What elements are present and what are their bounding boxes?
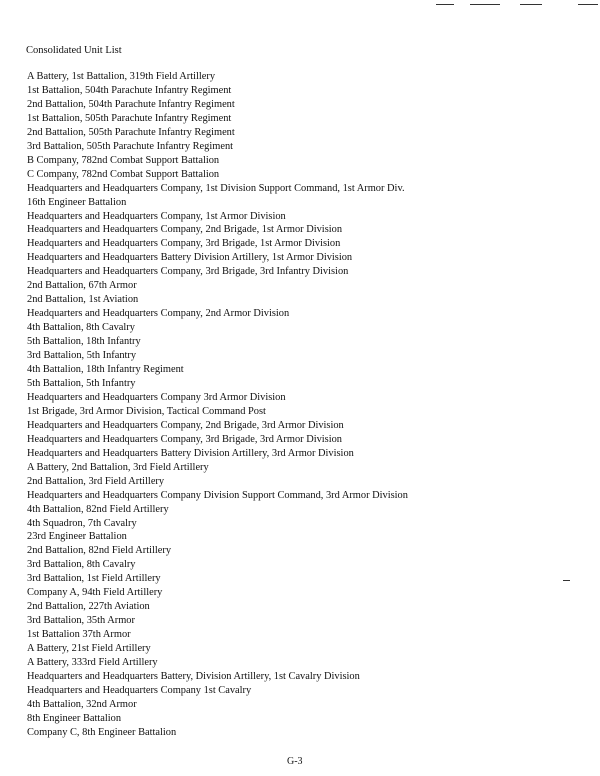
- unit-list-item: Headquarters and Headquarters Battery Division Artillery, 3rd Armor Division: [27, 447, 354, 459]
- unit-list-item: 1st Brigade, 3rd Armor Division, Tactical Command Post: [27, 405, 266, 417]
- unit-list-item: Headquarters and Headquarters Company, 2nd Brigade, 1st Armor Division: [27, 224, 343, 236]
- unit-list-item: 1st Battalion 37th Armor: [27, 629, 131, 641]
- unit-list-item: 8th Engineer Battalion: [27, 712, 122, 724]
- unit-list-item: Headquarters and Headquarters Company, 1st Armor Division: [27, 210, 286, 222]
- scan-mark: [520, 4, 542, 5]
- unit-list: [27, 70, 408, 740]
- scan-mark: [578, 4, 598, 5]
- unit-list-item: Headquarters and Headquarters Company 1st Cavalry: [27, 684, 252, 696]
- unit-list-item: 3rd Battalion, 5th Infantry: [27, 350, 137, 362]
- unit-list-item: Headquarters and Headquarters Company, 3rd Brigade, 3rd Armor Division: [27, 433, 343, 445]
- unit-list-item: Headquarters and Headquarters Battery Division Artillery, 1st Armor Division: [27, 252, 353, 264]
- unit-list-item: 2nd Battalion, 1st Aviation: [27, 294, 139, 306]
- unit-list-item: 16th Engineer Battalion: [27, 196, 127, 208]
- unit-list-item: A Battery, 1st Battalion, 319th Field Artillery: [27, 71, 216, 82]
- unit-list-item: 4th Squadron, 7th Cavalry: [27, 517, 137, 529]
- unit-list-item: Headquarters and Headquarters Company 3rd Armor Division: [27, 391, 286, 403]
- unit-list-item: 1st Battalion, 505th Parachute Infantry Regiment: [27, 112, 232, 124]
- unit-list-item: 4th Battalion, 82nd Field Artillery: [27, 503, 169, 515]
- unit-list-item: Headquarters and Headquarters Company, 3rd Brigade, 1st Armor Division: [27, 238, 341, 250]
- unit-list-item: 2nd Battalion, 227th Aviation: [27, 601, 150, 613]
- unit-list-item: 4th Battalion, 32nd Armor: [27, 698, 137, 710]
- unit-list-item: A Battery, 21st Field Artillery: [27, 643, 151, 655]
- unit-list-item: A Battery, 2nd Battalion, 3rd Field Artillery: [27, 461, 209, 473]
- unit-list-item: Headquarters and Headquarters Battery, Division Artillery, 1st Cavalry Division: [27, 670, 360, 682]
- unit-list-item: Headquarters and Headquarters Company Division Support Command, 3rd Armor Division: [27, 489, 408, 501]
- unit-list-item: 5th Battalion, 18th Infantry: [27, 336, 141, 348]
- unit-list-item: Headquarters and Headquarters Company, 2nd Armor Division: [27, 308, 290, 320]
- scan-mark: [563, 580, 570, 581]
- unit-list-item: 1st Battalion, 504th Parachute Infantry Regiment: [27, 84, 232, 96]
- unit-list-item: 3rd Battalion, 505th Parachute Infantry Regiment: [27, 140, 234, 152]
- unit-list-item: 2nd Battalion, 67th Armor: [27, 280, 137, 292]
- unit-list-item: Company C, 8th Engineer Battalion: [27, 726, 177, 738]
- unit-list-item: Company A, 94th Field Artillery: [27, 587, 163, 599]
- document-title: Consolidated Unit List: [26, 45, 122, 56]
- scan-mark: [436, 4, 454, 5]
- unit-list-item: 2nd Battalion, 504th Parachute Infantry Regiment: [27, 98, 235, 110]
- unit-list-item: 4th Battalion, 18th Infantry Regiment: [27, 364, 184, 376]
- unit-list-item: C Company, 782nd Combat Support Battalion: [27, 168, 220, 180]
- unit-list-item: A Battery, 333rd Field Artillery: [27, 657, 158, 669]
- unit-list-item: 3rd Battalion, 8th Cavalry: [27, 559, 136, 571]
- unit-list-item: 4th Battalion, 8th Cavalry: [27, 322, 135, 334]
- unit-list-item: 3rd Battalion, 35th Armor: [27, 615, 135, 627]
- unit-list-item: 2nd Battalion, 82nd Field Artillery: [27, 545, 172, 557]
- page-number: G-3: [287, 756, 303, 767]
- unit-list-item: 23rd Engineer Battalion: [27, 531, 127, 543]
- unit-list-item: B Company, 782nd Combat Support Battalion: [27, 154, 220, 166]
- unit-list-item: 5th Battalion, 5th Infantry: [27, 377, 136, 389]
- unit-list-item: 2nd Battalion, 505th Parachute Infantry Regiment: [27, 126, 235, 138]
- unit-list-item: Headquarters and Headquarters Company, 2nd Brigade, 3rd Armor Division: [27, 419, 344, 431]
- unit-list-item: 2nd Battalion, 3rd Field Artillery: [27, 475, 165, 487]
- unit-list-item: Headquarters and Headquarters Company, 1st Division Support Command, 1st Armor Div.: [27, 182, 405, 194]
- unit-list-item: 3rd Battalion, 1st Field Artillery: [27, 573, 161, 585]
- unit-list-item: Headquarters and Headquarters Company, 3rd Brigade, 3rd Infantry Division: [27, 266, 349, 278]
- scan-mark: [470, 4, 500, 5]
